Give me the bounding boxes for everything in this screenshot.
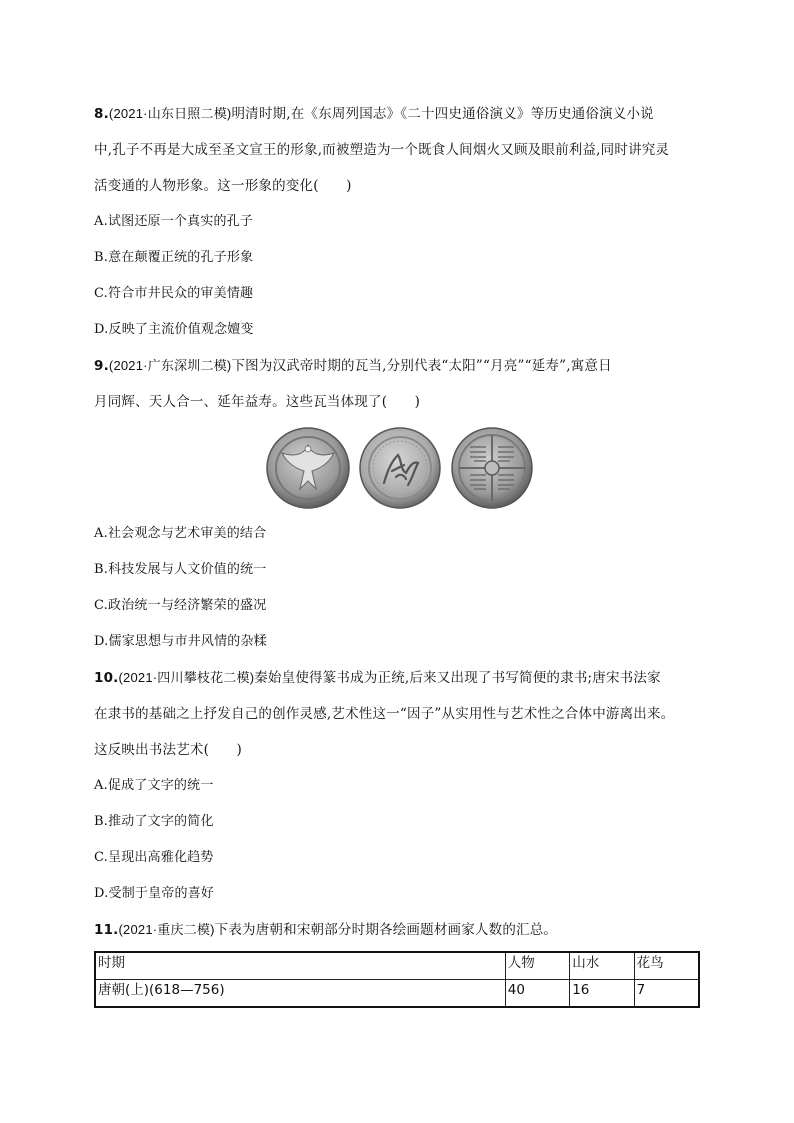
q9-option-c: C.政治统一与经济繁荣的盛况 [94, 598, 267, 613]
q8-option-c: C.符合市井民众的审美情趣 [94, 286, 254, 301]
q10-stem-part3: 这反映出书法艺术( ) [94, 742, 242, 758]
roof-tiles-image [264, 425, 536, 511]
q9-line1 [94, 356, 612, 376]
painters-table [94, 951, 700, 1008]
q8-stem-part2: 中,孔子不再是大成至圣文宣王的形象,而被塑造为一个既食人间烟火又顾及眼前利益,同时讲究灵 [94, 142, 670, 158]
q9-source: (2021·广东深圳二模) [108, 358, 232, 373]
q11-number: 11. [94, 922, 119, 938]
q10-stem-part1: 秦始皇使得篆书成为正统,后来又出现了书写简便的隶书;唐宋书法家 [254, 670, 661, 686]
q11-source: (2021·重庆二模) [118, 922, 215, 937]
q9-option-b: B.科技发展与人文价值的统一 [94, 562, 267, 577]
table-row [95, 980, 699, 1008]
table-cell: 唐朝(上)(618—756) [95, 980, 505, 1008]
q10-option-b: B.推动了文字的简化 [94, 814, 214, 829]
q11-line1 [94, 920, 557, 940]
q11-stem: 下表为唐朝和宋朝部分时期各绘画题材画家人数的汇总。 [214, 922, 558, 938]
q9-option-a: A.社会观念与艺术审美的结合 [94, 526, 267, 541]
q10-option-a: A.促成了文字的统一 [94, 778, 214, 793]
q10-number: 10. [94, 670, 119, 686]
q8-stem-part1: 明清时期,在《东周列国志》《二十四史通俗演义》等历史通俗演义小说 [231, 106, 654, 122]
table-header-cell: 时期 [95, 952, 505, 980]
q9-stem-part1: 下图为汉武帝时期的瓦当,分别代表“太阳”“月亮”“延寿”,寓意日 [231, 358, 612, 374]
q10-stem-part2: 在隶书的基础之上抒发自己的创作灵感,艺术性这一“因子”从实用性与艺术性之合体中游离出来。 [94, 706, 675, 722]
table-header-row [95, 952, 699, 980]
q8-option-d: D.反映了主流价值观念嬗变 [94, 322, 254, 337]
q10-line1 [94, 668, 661, 688]
table-cell: 40 [505, 980, 569, 1008]
q9-option-d: D.儒家思想与市井风情的杂糅 [94, 634, 267, 649]
q8-stem-part3: 活变通的人物形象。这一形象的变化( ) [94, 178, 352, 194]
table-cell: 7 [634, 980, 699, 1008]
q8-line1 [94, 104, 654, 124]
moon-tile-icon [360, 428, 440, 508]
q9-stem-part2: 月同辉、天人合一、延年益寿。这些瓦当体现了( ) [94, 394, 421, 410]
table-header-cell: 山水 [570, 952, 634, 980]
q8-option-a: A.试图还原一个真实的孔子 [94, 214, 254, 229]
table-cell: 16 [570, 980, 634, 1008]
q8-source: (2021·山东日照二模) [108, 106, 232, 121]
table-header-cell: 花鸟 [634, 952, 699, 980]
table-header-cell: 人物 [505, 952, 569, 980]
q10-option-d: D.受制于皇帝的喜好 [94, 886, 215, 901]
q10-source: (2021·四川攀枝花二模) [118, 670, 255, 685]
q8-number: 8. [94, 106, 109, 122]
q9-number: 9. [94, 358, 109, 374]
q8-option-b: B.意在颠覆正统的孔子形象 [94, 250, 254, 265]
longevity-tile-icon [452, 428, 532, 508]
sun-tile-icon [267, 428, 349, 508]
q10-option-c: C.呈现出高雅化趋势 [94, 850, 214, 865]
